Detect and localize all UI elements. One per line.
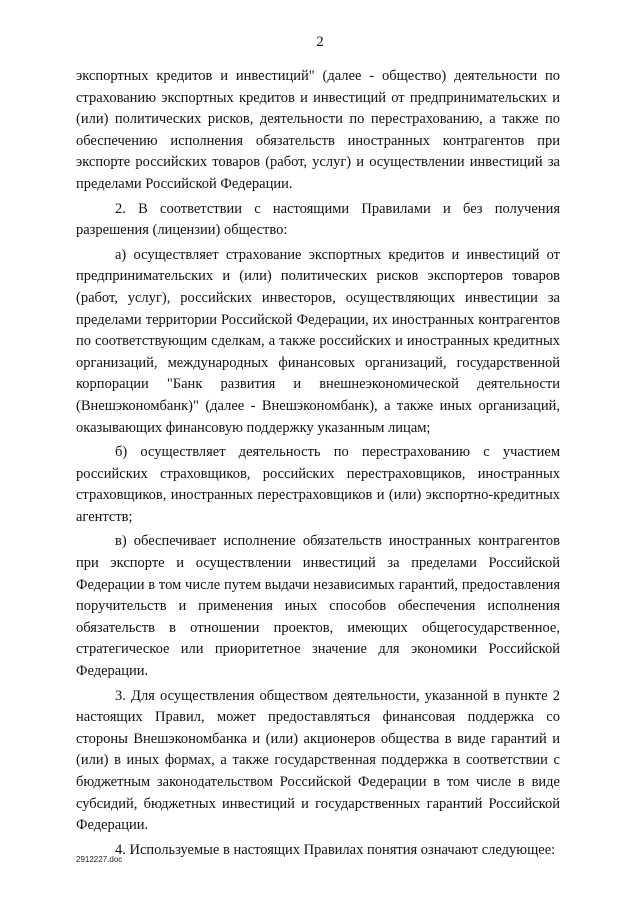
paragraph-item-3: 3. Для осуществления обществом деятельности, указанной в пункте 2 настоящих Правил, может предоставляться финансовая поддержка со стороны Внешэкономбанка и (или) акционеров общества в виде гарантий и (или) в иных формах, а также государственная поддержка в соответствии с бюджетным законодательством Российской Федерации в том числе в виде субсидий, бюджетных инвестиций и государственных гарантий Российской Федерации. xyxy=(76,687,560,834)
paragraph-item-4: 4. Используемые в настоящих Правилах понятия означают следующее: xyxy=(115,841,556,858)
document-body xyxy=(76,66,560,864)
page-number: 2 xyxy=(316,34,324,50)
paragraph-subitem-v: в) обеспечивает исполнение обязательств иностранных контрагентов при экспорте и осуществлении инвестиций за пределами Российской Федерации в том числе путем выдачи независимых гарантий, предоставления поручительств и применения иных способов обеспечения исполнения обязательств в отношении проектов, имеющих общегосударственное, стратегическое или приоритетное значение для экономики Российской Федерации. xyxy=(76,533,560,680)
document-footer: 2912227.doc xyxy=(76,855,123,864)
paragraph-subitem-a: а) осуществляет страхование экспортных кредитов и инвестиций от предпринимательских и (или) политических рисков экспортеров товаров (работ, услуг), российских инвесторов, осуществляющих инвестиции за пределами территории Российской Федерации, их иностранных контрагентов по соответствующим сделкам, а также российских и иностранных кредитных организаций, международных финансовых организаций, государственной корпорации "Банк развития и внешнеэкономической деятельности (Внешэкономбанк)" (далее - Внешэкономбанк), а также иных организаций, оказывающих финансовую поддержку указанным лицам; xyxy=(76,246,560,436)
paragraph-item-2: 2. В соответствии с настоящими Правилами и без получения разрешения (лицензии) общество: xyxy=(76,200,560,239)
paragraph-continuation: экспортных кредитов и инвестиций" (далее - общество) деятельности по страхованию экспортных кредитов и инвестиций от предпринимательских и (или) политических рисков, деятельности по перестрахованию, а также по обеспечению исполнения обязательств иностранных контрагентов при экспорте российских товаров (работ, услуг) и осуществлении инвестиций за пределами Российской Федерации. xyxy=(76,68,560,192)
paragraph-subitem-b: б) осуществляет деятельность по перестрахованию с участием российских страховщиков, российских перестраховщиков, иностранных страховщиков, иностранных перестраховщиков и (или) экспортно-кредитных агентств; xyxy=(76,444,560,525)
